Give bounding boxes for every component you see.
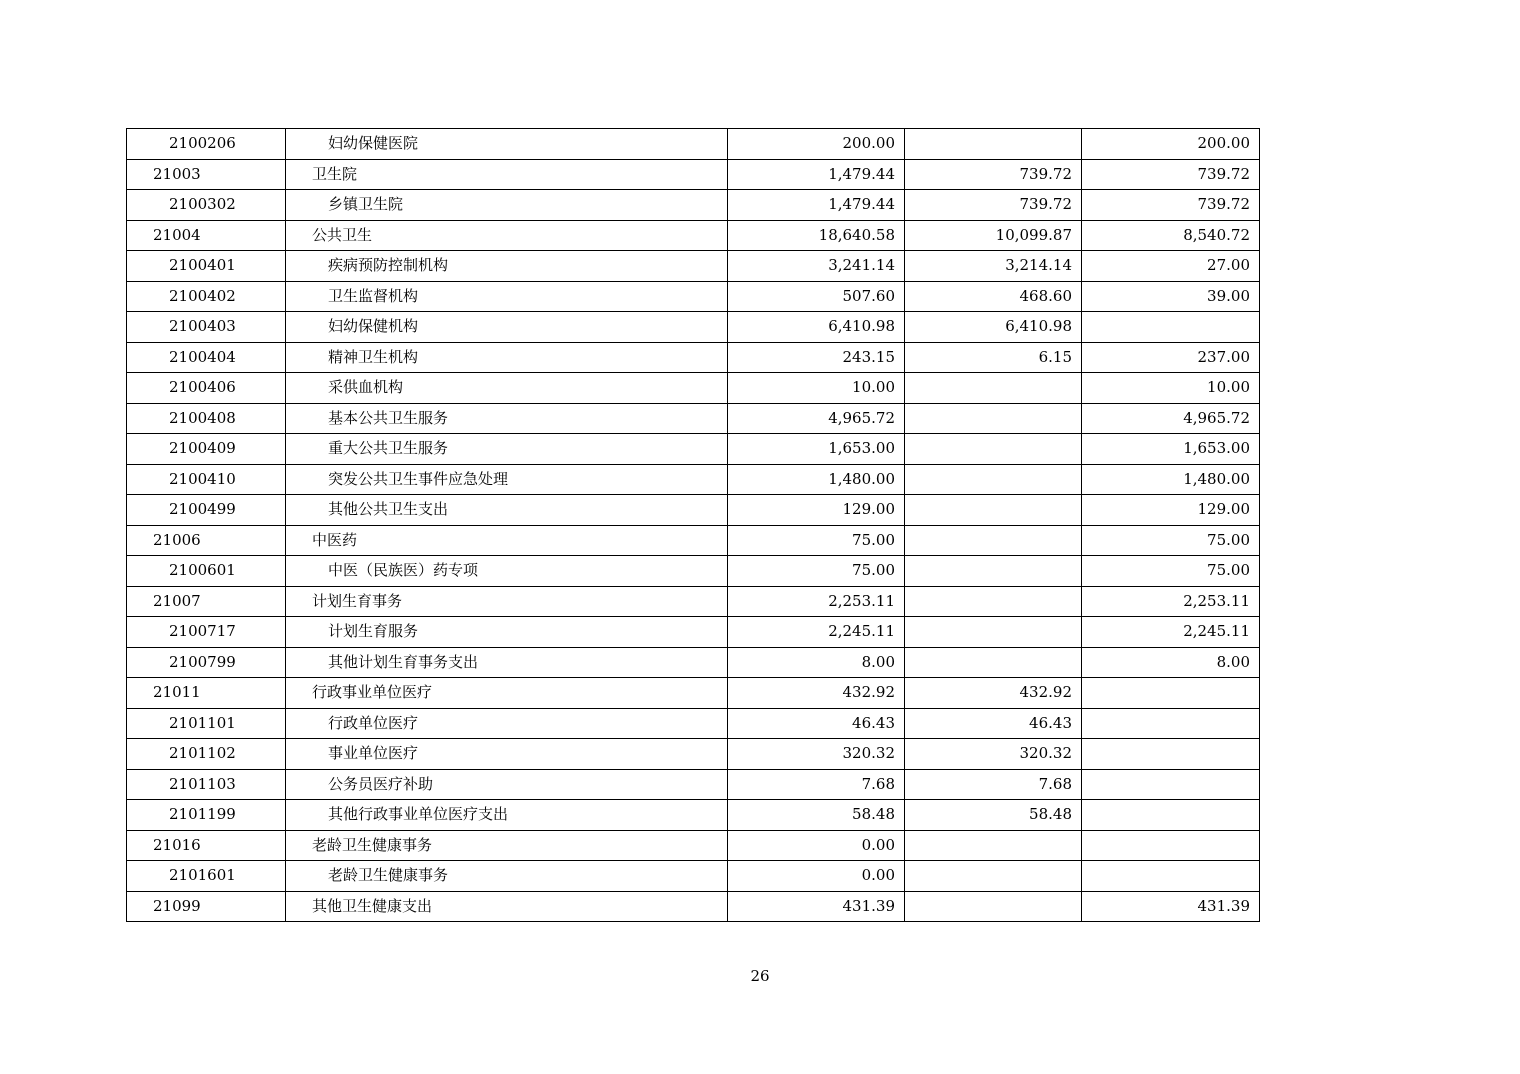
- basic-expenditure-cell: 320.32: [905, 739, 1082, 770]
- project-expenditure-cell: [1082, 708, 1260, 739]
- project-expenditure-cell: 10.00: [1082, 373, 1260, 404]
- table-row: [127, 739, 1260, 770]
- subject-code-cell: 2100206: [127, 129, 286, 160]
- table-row: [127, 617, 1260, 648]
- subject-code-cell: 2100410: [127, 464, 286, 495]
- total-amount-cell: 0.00: [728, 830, 905, 861]
- total-amount-cell: 8.00: [728, 647, 905, 678]
- subject-code-cell: 2100408: [127, 403, 286, 434]
- total-amount-cell: 320.32: [728, 739, 905, 770]
- basic-expenditure-cell: [905, 586, 1082, 617]
- total-amount-cell: 4,965.72: [728, 403, 905, 434]
- total-amount-cell: 1,479.44: [728, 190, 905, 221]
- subject-name-cell: 计划生育服务: [286, 617, 728, 648]
- subject-code-cell: 2100406: [127, 373, 286, 404]
- basic-expenditure-cell: 6,410.98: [905, 312, 1082, 343]
- total-amount-cell: 1,479.44: [728, 159, 905, 190]
- project-expenditure-cell: 129.00: [1082, 495, 1260, 526]
- basic-expenditure-cell: [905, 495, 1082, 526]
- basic-expenditure-cell: 3,214.14: [905, 251, 1082, 282]
- project-expenditure-cell: 8,540.72: [1082, 220, 1260, 251]
- project-expenditure-cell: 75.00: [1082, 556, 1260, 587]
- basic-expenditure-cell: 739.72: [905, 190, 1082, 221]
- total-amount-cell: 200.00: [728, 129, 905, 160]
- basic-expenditure-cell: 739.72: [905, 159, 1082, 190]
- subject-name-cell: 精神卫生机构: [286, 342, 728, 373]
- basic-expenditure-cell: [905, 129, 1082, 160]
- subject-code-cell: 21011: [127, 678, 286, 709]
- basic-expenditure-cell: 468.60: [905, 281, 1082, 312]
- table-row: [127, 800, 1260, 831]
- table-row: [127, 861, 1260, 892]
- subject-code-cell: 21003: [127, 159, 286, 190]
- table-row: [127, 556, 1260, 587]
- subject-code-cell: 2100601: [127, 556, 286, 587]
- basic-expenditure-cell: 58.48: [905, 800, 1082, 831]
- subject-name-cell: 老龄卫生健康事务: [286, 830, 728, 861]
- basic-expenditure-cell: [905, 617, 1082, 648]
- table-body: [127, 129, 1260, 922]
- project-expenditure-cell: [1082, 312, 1260, 343]
- subject-code-cell: 2100799: [127, 647, 286, 678]
- table-row: [127, 464, 1260, 495]
- total-amount-cell: 58.48: [728, 800, 905, 831]
- table-row: [127, 312, 1260, 343]
- basic-expenditure-cell: [905, 403, 1082, 434]
- project-expenditure-cell: 200.00: [1082, 129, 1260, 160]
- subject-name-cell: 其他行政事业单位医疗支出: [286, 800, 728, 831]
- total-amount-cell: 75.00: [728, 556, 905, 587]
- table-row: [127, 495, 1260, 526]
- project-expenditure-cell: [1082, 830, 1260, 861]
- subject-name-cell: 中医（民族医）药专项: [286, 556, 728, 587]
- project-expenditure-cell: 39.00: [1082, 281, 1260, 312]
- table-row: [127, 129, 1260, 160]
- subject-code-cell: 2100499: [127, 495, 286, 526]
- subject-name-cell: 其他计划生育事务支出: [286, 647, 728, 678]
- subject-code-cell: 2101102: [127, 739, 286, 770]
- subject-code-cell: 21016: [127, 830, 286, 861]
- project-expenditure-cell: 237.00: [1082, 342, 1260, 373]
- total-amount-cell: 1,480.00: [728, 464, 905, 495]
- subject-name-cell: 公共卫生: [286, 220, 728, 251]
- subject-name-cell: 老龄卫生健康事务: [286, 861, 728, 892]
- project-expenditure-cell: 1,653.00: [1082, 434, 1260, 465]
- subject-code-cell: 2101601: [127, 861, 286, 892]
- subject-name-cell: 行政单位医疗: [286, 708, 728, 739]
- project-expenditure-cell: 75.00: [1082, 525, 1260, 556]
- total-amount-cell: 18,640.58: [728, 220, 905, 251]
- subject-code-cell: 21099: [127, 891, 286, 922]
- project-expenditure-cell: [1082, 769, 1260, 800]
- project-expenditure-cell: 431.39: [1082, 891, 1260, 922]
- total-amount-cell: 0.00: [728, 861, 905, 892]
- total-amount-cell: 3,241.14: [728, 251, 905, 282]
- total-amount-cell: 75.00: [728, 525, 905, 556]
- total-amount-cell: 1,653.00: [728, 434, 905, 465]
- basic-expenditure-cell: 432.92: [905, 678, 1082, 709]
- project-expenditure-cell: 739.72: [1082, 159, 1260, 190]
- total-amount-cell: 431.39: [728, 891, 905, 922]
- project-expenditure-cell: 739.72: [1082, 190, 1260, 221]
- subject-name-cell: 计划生育事务: [286, 586, 728, 617]
- project-expenditure-cell: 8.00: [1082, 647, 1260, 678]
- table-row: [127, 769, 1260, 800]
- subject-code-cell: 2100404: [127, 342, 286, 373]
- subject-code-cell: 2100403: [127, 312, 286, 343]
- table-row: [127, 159, 1260, 190]
- table-row: [127, 586, 1260, 617]
- total-amount-cell: 46.43: [728, 708, 905, 739]
- project-expenditure-cell: 2,253.11: [1082, 586, 1260, 617]
- subject-name-cell: 卫生院: [286, 159, 728, 190]
- subject-name-cell: 乡镇卫生院: [286, 190, 728, 221]
- table-row: [127, 373, 1260, 404]
- subject-name-cell: 其他公共卫生支出: [286, 495, 728, 526]
- budget-expenditure-table: [126, 128, 1260, 922]
- table-row: [127, 891, 1260, 922]
- subject-code-cell: 21007: [127, 586, 286, 617]
- table-row: [127, 190, 1260, 221]
- table-row: [127, 647, 1260, 678]
- project-expenditure-cell: 1,480.00: [1082, 464, 1260, 495]
- basic-expenditure-cell: [905, 861, 1082, 892]
- subject-code-cell: 2101101: [127, 708, 286, 739]
- basic-expenditure-cell: [905, 891, 1082, 922]
- subject-name-cell: 采供血机构: [286, 373, 728, 404]
- basic-expenditure-cell: [905, 830, 1082, 861]
- total-amount-cell: 7.68: [728, 769, 905, 800]
- project-expenditure-cell: [1082, 861, 1260, 892]
- subject-name-cell: 其他卫生健康支出: [286, 891, 728, 922]
- table-row: [127, 281, 1260, 312]
- subject-name-cell: 基本公共卫生服务: [286, 403, 728, 434]
- project-expenditure-cell: [1082, 800, 1260, 831]
- basic-expenditure-cell: 7.68: [905, 769, 1082, 800]
- subject-code-cell: 2100302: [127, 190, 286, 221]
- basic-expenditure-cell: [905, 647, 1082, 678]
- subject-code-cell: 2101199: [127, 800, 286, 831]
- subject-code-cell: 2101103: [127, 769, 286, 800]
- subject-name-cell: 妇幼保健医院: [286, 129, 728, 160]
- table-row: [127, 220, 1260, 251]
- subject-name-cell: 行政事业单位医疗: [286, 678, 728, 709]
- page-number: 26: [750, 967, 770, 985]
- project-expenditure-cell: 2,245.11: [1082, 617, 1260, 648]
- table-row: [127, 434, 1260, 465]
- basic-expenditure-cell: [905, 434, 1082, 465]
- subject-name-cell: 卫生监督机构: [286, 281, 728, 312]
- basic-expenditure-cell: 10,099.87: [905, 220, 1082, 251]
- basic-expenditure-cell: 46.43: [905, 708, 1082, 739]
- subject-code-cell: 21006: [127, 525, 286, 556]
- subject-code-cell: 2100409: [127, 434, 286, 465]
- subject-name-cell: 疾病预防控制机构: [286, 251, 728, 282]
- total-amount-cell: 2,253.11: [728, 586, 905, 617]
- subject-code-cell: 2100717: [127, 617, 286, 648]
- total-amount-cell: 10.00: [728, 373, 905, 404]
- table-row: [127, 830, 1260, 861]
- subject-name-cell: 重大公共卫生服务: [286, 434, 728, 465]
- total-amount-cell: 243.15: [728, 342, 905, 373]
- project-expenditure-cell: 27.00: [1082, 251, 1260, 282]
- total-amount-cell: 6,410.98: [728, 312, 905, 343]
- table-row: [127, 708, 1260, 739]
- basic-expenditure-cell: 6.15: [905, 342, 1082, 373]
- table-row: [127, 678, 1260, 709]
- project-expenditure-cell: [1082, 739, 1260, 770]
- basic-expenditure-cell: [905, 464, 1082, 495]
- subject-name-cell: 事业单位医疗: [286, 739, 728, 770]
- total-amount-cell: 129.00: [728, 495, 905, 526]
- subject-name-cell: 公务员医疗补助: [286, 769, 728, 800]
- table-row: [127, 342, 1260, 373]
- subject-name-cell: 突发公共卫生事件应急处理: [286, 464, 728, 495]
- table-row: [127, 251, 1260, 282]
- basic-expenditure-cell: [905, 556, 1082, 587]
- subject-code-cell: 2100402: [127, 281, 286, 312]
- subject-name-cell: 妇幼保健机构: [286, 312, 728, 343]
- table-row: [127, 525, 1260, 556]
- total-amount-cell: 2,245.11: [728, 617, 905, 648]
- subject-name-cell: 中医药: [286, 525, 728, 556]
- table-row: [127, 403, 1260, 434]
- basic-expenditure-cell: [905, 373, 1082, 404]
- total-amount-cell: 432.92: [728, 678, 905, 709]
- subject-code-cell: 21004: [127, 220, 286, 251]
- project-expenditure-cell: 4,965.72: [1082, 403, 1260, 434]
- project-expenditure-cell: [1082, 678, 1260, 709]
- basic-expenditure-cell: [905, 525, 1082, 556]
- total-amount-cell: 507.60: [728, 281, 905, 312]
- subject-code-cell: 2100401: [127, 251, 286, 282]
